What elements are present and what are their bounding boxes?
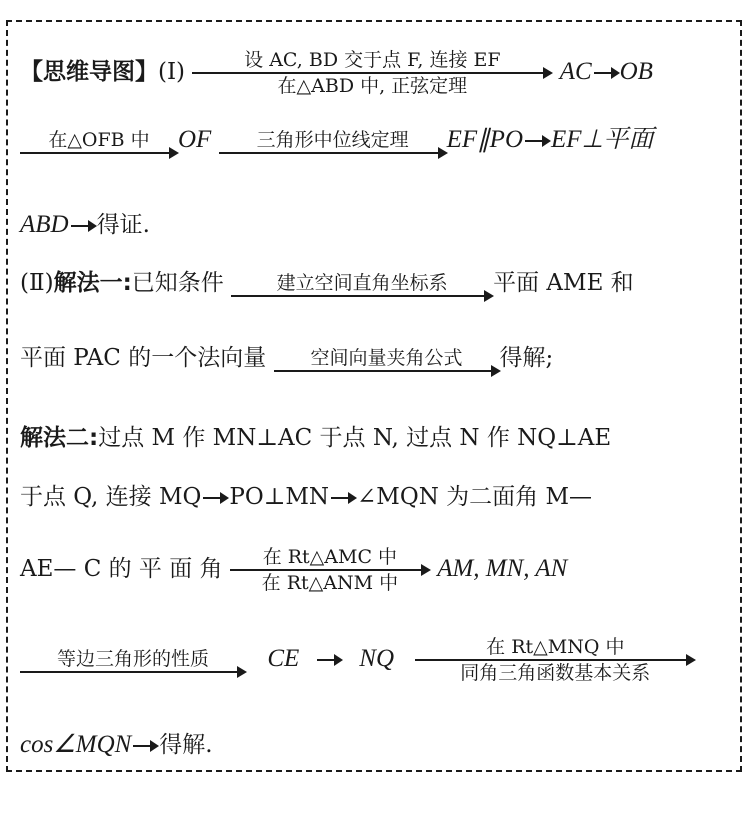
arrow-8	[415, 635, 695, 685]
arrow-5	[274, 346, 500, 372]
line-4	[20, 268, 634, 298]
arrow-7-above: 等边三角形的性质	[56, 648, 209, 670]
text-ac: AC	[559, 58, 592, 85]
arrow-2-shaft	[20, 152, 170, 154]
line-7	[20, 482, 592, 512]
arrow-4	[231, 271, 493, 297]
arrow-1-above: 设 AC, BD 交于点 F, 连接 EF	[244, 49, 501, 71]
arrow-2-above: 在△OFB 中	[48, 129, 150, 151]
text-am-mn-an: AM, MN, AN	[437, 555, 568, 582]
line-5	[20, 343, 553, 373]
text-point-q: 于点 Q, 连接 MQ	[20, 484, 202, 510]
line-3	[20, 210, 150, 240]
text-angle-mqn: ∠MQN 为二面角 M—	[357, 484, 592, 510]
arrow-3-shaft	[219, 152, 439, 154]
arrow-right-icon	[203, 497, 227, 499]
line-6	[20, 423, 611, 453]
text-ef-parallel-po: EF∥PO	[446, 126, 524, 153]
text-nq: NQ	[359, 645, 394, 672]
arrow-1-below: 在△ABD 中, 正弦定理	[277, 75, 468, 97]
arrow-6	[230, 545, 430, 595]
text-po-perp-mn: PO⊥MN	[229, 484, 330, 510]
arrow-1-shaft	[192, 72, 544, 74]
line-1	[20, 48, 653, 98]
arrow-5-shaft	[274, 370, 492, 372]
line-9	[20, 635, 695, 685]
arrow-7-shaft	[20, 671, 238, 673]
arrow-right-icon	[331, 497, 355, 499]
line-10	[20, 730, 213, 760]
text-ob: OB	[619, 58, 653, 85]
text-normal-vector: 平面 PAC 的一个法向量	[20, 345, 267, 371]
arrow-3-above: 三角形中位线定理	[256, 129, 409, 151]
part-2-label: (Ⅱ)	[20, 270, 54, 296]
text-ef-perp-plane: EF⊥平面	[551, 126, 654, 153]
line-2	[20, 125, 653, 155]
text-solved-2: 得解.	[159, 732, 213, 758]
arrow-8-above: 在 Rt△MNQ 中	[486, 636, 625, 658]
text-of: OF	[178, 126, 212, 153]
text-solved-1: 得解;	[499, 345, 554, 371]
arrow-6-shaft	[230, 569, 422, 571]
arrow-right-icon	[71, 225, 95, 227]
arrow-right-icon	[133, 745, 157, 747]
text-abd: ABD	[20, 211, 69, 238]
part-1-label: (Ⅰ)	[158, 59, 186, 85]
mind-map-heading: 【思维导图】	[20, 59, 158, 85]
arrow-1	[192, 48, 552, 98]
arrow-right-icon	[317, 659, 341, 661]
text-proved: 得证.	[96, 212, 150, 238]
text-known: 已知条件	[131, 270, 224, 296]
arrow-2	[20, 128, 178, 154]
method-2-heading: 解法二:	[20, 425, 99, 451]
arrow-7	[20, 647, 246, 673]
arrow-6-above: 在 Rt△AMC 中	[262, 546, 398, 568]
text-cos-mqn: cos∠MQN	[20, 731, 132, 758]
text-plane-ame: 平面 AME 和	[493, 270, 634, 296]
arrow-8-below: 同角三角函数基本关系	[460, 662, 651, 684]
text-construct: 过点 M 作 MN⊥AC 于点 N, 过点 N 作 NQ⊥AE	[98, 425, 612, 451]
method-1-heading: 解法一:	[53, 270, 132, 296]
arrow-5-above: 空间向量夹角公式	[310, 347, 463, 369]
arrow-3	[219, 128, 447, 154]
arrow-4-shaft	[231, 295, 485, 297]
arrow-right-icon	[594, 72, 618, 74]
arrow-4-above: 建立空间直角坐标系	[276, 272, 448, 294]
text-plane-angle: AE— C 的 平 面 角	[20, 556, 223, 582]
arrow-6-below: 在 Rt△ANM 中	[261, 572, 399, 594]
arrow-right-icon	[525, 140, 549, 142]
text-ce: CE	[267, 645, 300, 672]
arrow-8-shaft	[415, 659, 687, 661]
line-8	[20, 545, 567, 595]
